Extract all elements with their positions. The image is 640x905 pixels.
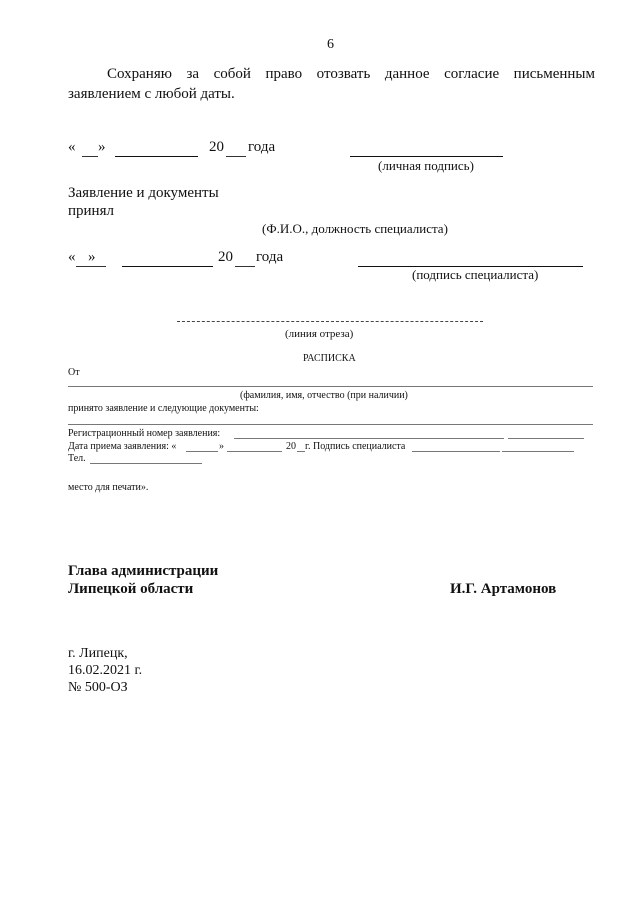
date2-day-line [76, 266, 106, 267]
receipt-day-line [186, 451, 218, 452]
date1-quote-close: » [98, 139, 106, 155]
footer-date: 16.02.2021 г. [68, 663, 143, 678]
signature-caption-2: (подпись специалиста) [412, 267, 539, 282]
receipt-accepted-text: принято заявление и следующие документы: [68, 403, 259, 414]
receipt-date-year: 20 [286, 441, 296, 452]
receipt-docs-line [68, 424, 593, 425]
fio-caption: (Ф.И.О., должность специалиста) [262, 221, 448, 236]
footer-city: г. Липецк, [68, 646, 128, 661]
cut-line [177, 321, 483, 322]
receipt-from-label: От [68, 367, 80, 378]
receipt-phone-line [90, 463, 202, 464]
consent-line-2: заявлением с любой даты. [68, 86, 235, 102]
signatory-name: И.Г. Артамонов [450, 581, 557, 597]
receipt-fio-caption: (фамилия, имя, отчество (при наличии) [240, 390, 408, 401]
cut-caption: (линия отреза) [285, 328, 354, 340]
receipt-date-mid: » [219, 441, 224, 452]
signature-caption-1: (личная подпись) [378, 158, 474, 173]
date1-day-line [82, 156, 98, 157]
date2-quote-open: « [68, 249, 76, 265]
receipt-phone-label: Тел. [68, 453, 86, 464]
accepted-line-1: Заявление и документы [68, 185, 219, 201]
stamp-place: место для печати». [68, 482, 149, 493]
receipt-sign-label: г. Подпись специалиста [305, 441, 406, 452]
reg-number-line [234, 438, 504, 439]
receipt-fio-line [68, 386, 593, 387]
signatory-title-2: Липецкой области [68, 581, 194, 597]
date2-year-line [235, 266, 255, 267]
receipt-month-line [227, 451, 282, 452]
receipt-title: РАСПИСКА [303, 353, 356, 364]
reg-number-label: Регистрационный номер заявления: [68, 428, 221, 439]
date2-year-suffix: года [256, 249, 284, 265]
receipt-sign-line-2 [502, 451, 574, 452]
footer-number: № 500-ОЗ [68, 680, 128, 695]
page-number: 6 [327, 37, 334, 52]
date1-year-prefix: 20 [209, 139, 224, 155]
date2-quote-close: » [88, 249, 96, 265]
date2-year-prefix: 20 [218, 249, 233, 265]
accepted-line-2: принял [68, 203, 114, 219]
date1-month-line [115, 156, 198, 157]
date1-year-suffix: года [248, 139, 276, 155]
date1-year-line [226, 156, 246, 157]
receipt-year-line [297, 451, 305, 452]
receipt-date-label: Дата приема заявления: « [68, 441, 177, 452]
date2-month-line [122, 266, 213, 267]
consent-line-1: Сохраняю за собой право отозвать данное согласие письменным [107, 66, 595, 82]
date1-quote-open: « [68, 139, 76, 155]
signature-line-1 [350, 156, 503, 157]
receipt-sign-line [412, 451, 500, 452]
reg-number-line-2 [508, 438, 584, 439]
signatory-title-1: Глава администрации [68, 563, 219, 579]
